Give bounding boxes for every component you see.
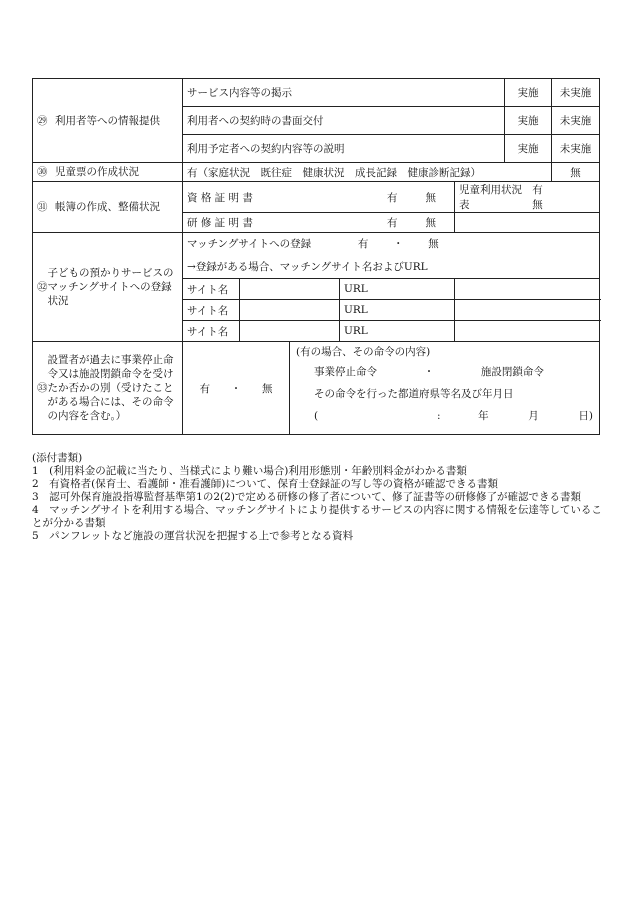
row-32-label: [33, 233, 183, 342]
row-31-number: ㉛: [37, 201, 48, 213]
url-input-3[interactable]: [455, 321, 600, 342]
attendance-cell: [455, 182, 600, 213]
order-date-colon: :: [436, 410, 441, 422]
row-32-number: ㉜: [37, 281, 48, 293]
site-name-label-1: サイト名: [183, 279, 240, 300]
attendance-no[interactable]: 無: [532, 199, 543, 211]
order-detail-title: (有の場合、その命令の内容): [296, 346, 431, 358]
info-item-3-yes[interactable]: 実施: [505, 135, 552, 163]
cert-doc-yes[interactable]: 有: [387, 191, 398, 204]
row-29-title: 利用者等への情報提供: [55, 114, 160, 127]
order-suspend[interactable]: 事業停止命令: [314, 366, 377, 378]
training-doc-label: 研 修 証 明 書: [187, 217, 253, 229]
cert-doc-no[interactable]: 無: [425, 191, 436, 204]
child-record-has[interactable]: 有（家庭状況 既往症 健康状況 成長記録 健康診断記録）: [183, 163, 552, 182]
info-item-1-no[interactable]: 未実施: [552, 79, 600, 107]
info-item-1: サービス内容等の掲示: [183, 79, 505, 107]
attachment-item-5: 5 パンフレットなど施設の運営状況を把握する上で参考となる資料: [32, 530, 354, 542]
matching-yes[interactable]: 有: [357, 238, 369, 251]
attendance-label: 児童利用状況表: [459, 184, 522, 211]
facility-report-table: [32, 78, 600, 435]
row-31-label: [33, 182, 183, 233]
order-close[interactable]: 施設閉鎖命令: [480, 366, 544, 378]
row-30-number: ㉚: [37, 166, 48, 178]
order-date-open: (: [314, 410, 319, 422]
order-date-month[interactable]: 月: [528, 410, 539, 422]
site-name-input-1[interactable]: [240, 279, 340, 300]
row-29-number: ㉙: [37, 114, 48, 127]
row-32-title: 子どもの預かりサービスのマッチングサイトへの登録状況: [47, 267, 174, 307]
attendance-yes[interactable]: 有: [532, 184, 543, 196]
row-33-title: 設置者が過去に事業停止命令又は施設閉鎖命令を受けたか否かの別（受けたことがある場合には、その命令の内容を含む。）: [47, 354, 174, 422]
info-item-3: 利用予定者への契約内容等の説明: [183, 135, 505, 163]
matching-no[interactable]: 無: [428, 238, 439, 251]
row-31-title: 帳簿の作成、整備状況: [55, 201, 160, 213]
attachments-section: [32, 452, 602, 543]
matching-register-cell: [183, 233, 600, 255]
info-item-1-yes[interactable]: 実施: [505, 79, 552, 107]
matching-dot: ・: [393, 238, 404, 251]
row-33-number: ㉝: [37, 382, 48, 394]
order-yesno-cell: [183, 342, 290, 435]
info-item-2: 利用者への契約時の書面交付: [183, 107, 505, 135]
site-name-input-2[interactable]: [240, 300, 340, 321]
training-doc-no[interactable]: 無: [425, 217, 436, 229]
attachment-item-1: 1 (利用料金の記載に当たり、当様式により難い場合)利用形態別・年齢別料金がわかる書類: [32, 465, 467, 477]
site-name-label-3: サイト名: [183, 321, 240, 342]
order-date-row: [296, 405, 593, 427]
order-dot: ・: [230, 382, 242, 395]
order-detail-dot: ・: [423, 366, 435, 378]
order-pref-label: その命令を行った都道府県等名及び年月日: [314, 388, 514, 400]
training-empty-cell: [455, 213, 600, 233]
row-30-label: [33, 163, 183, 182]
url-label-1: URL: [340, 279, 455, 300]
cert-doc-cell: [183, 182, 455, 213]
attachment-item-2: 2 有資格者(保育士、看護師・准看護師)について、保育士登録証の写し等の資格が確認できる書類: [32, 478, 498, 490]
order-yes[interactable]: 有: [199, 382, 211, 395]
order-date-day[interactable]: 日): [578, 410, 594, 422]
row-29-label: [33, 79, 183, 163]
cert-doc-label: 資 格 証 明 書: [187, 191, 253, 204]
row-30-title: 児童票の作成状況: [55, 166, 139, 178]
child-record-none[interactable]: 無: [552, 163, 600, 182]
row-33-label: [33, 342, 183, 435]
info-item-2-yes[interactable]: 実施: [505, 107, 552, 135]
order-no[interactable]: 無: [261, 382, 273, 395]
attachment-item-3: 3 認可外保育施設指導監督基準第1の2(2)で定める研修の修了者について、修了証書等の研修修了が確認できる書類: [32, 491, 581, 503]
url-label-2: URL: [340, 300, 455, 321]
url-input-1[interactable]: [455, 279, 600, 300]
info-item-2-no[interactable]: 未実施: [552, 107, 600, 135]
training-doc-yes[interactable]: 有: [387, 217, 398, 229]
info-item-3-no[interactable]: 未実施: [552, 135, 600, 163]
order-date-year[interactable]: 年: [478, 410, 489, 422]
matching-register-label: マッチングサイトへの登録: [187, 238, 312, 251]
attachments-title: (添付書類): [32, 452, 83, 464]
site-name-input-3[interactable]: [240, 321, 340, 342]
matching-note: →登録がある場合、マッチングサイト名およびURL: [183, 255, 600, 279]
url-input-2[interactable]: [455, 300, 600, 321]
attachment-item-4: 4 マッチングサイトを利用する場合、マッチングサイトにより提供するサービスの内容に関する情報を伝達等していることが分かる書類: [32, 504, 602, 529]
order-detail-cell: [290, 342, 600, 435]
url-label-3: URL: [340, 321, 455, 342]
site-name-label-2: サイト名: [183, 300, 240, 321]
training-doc-cell: [183, 213, 455, 233]
